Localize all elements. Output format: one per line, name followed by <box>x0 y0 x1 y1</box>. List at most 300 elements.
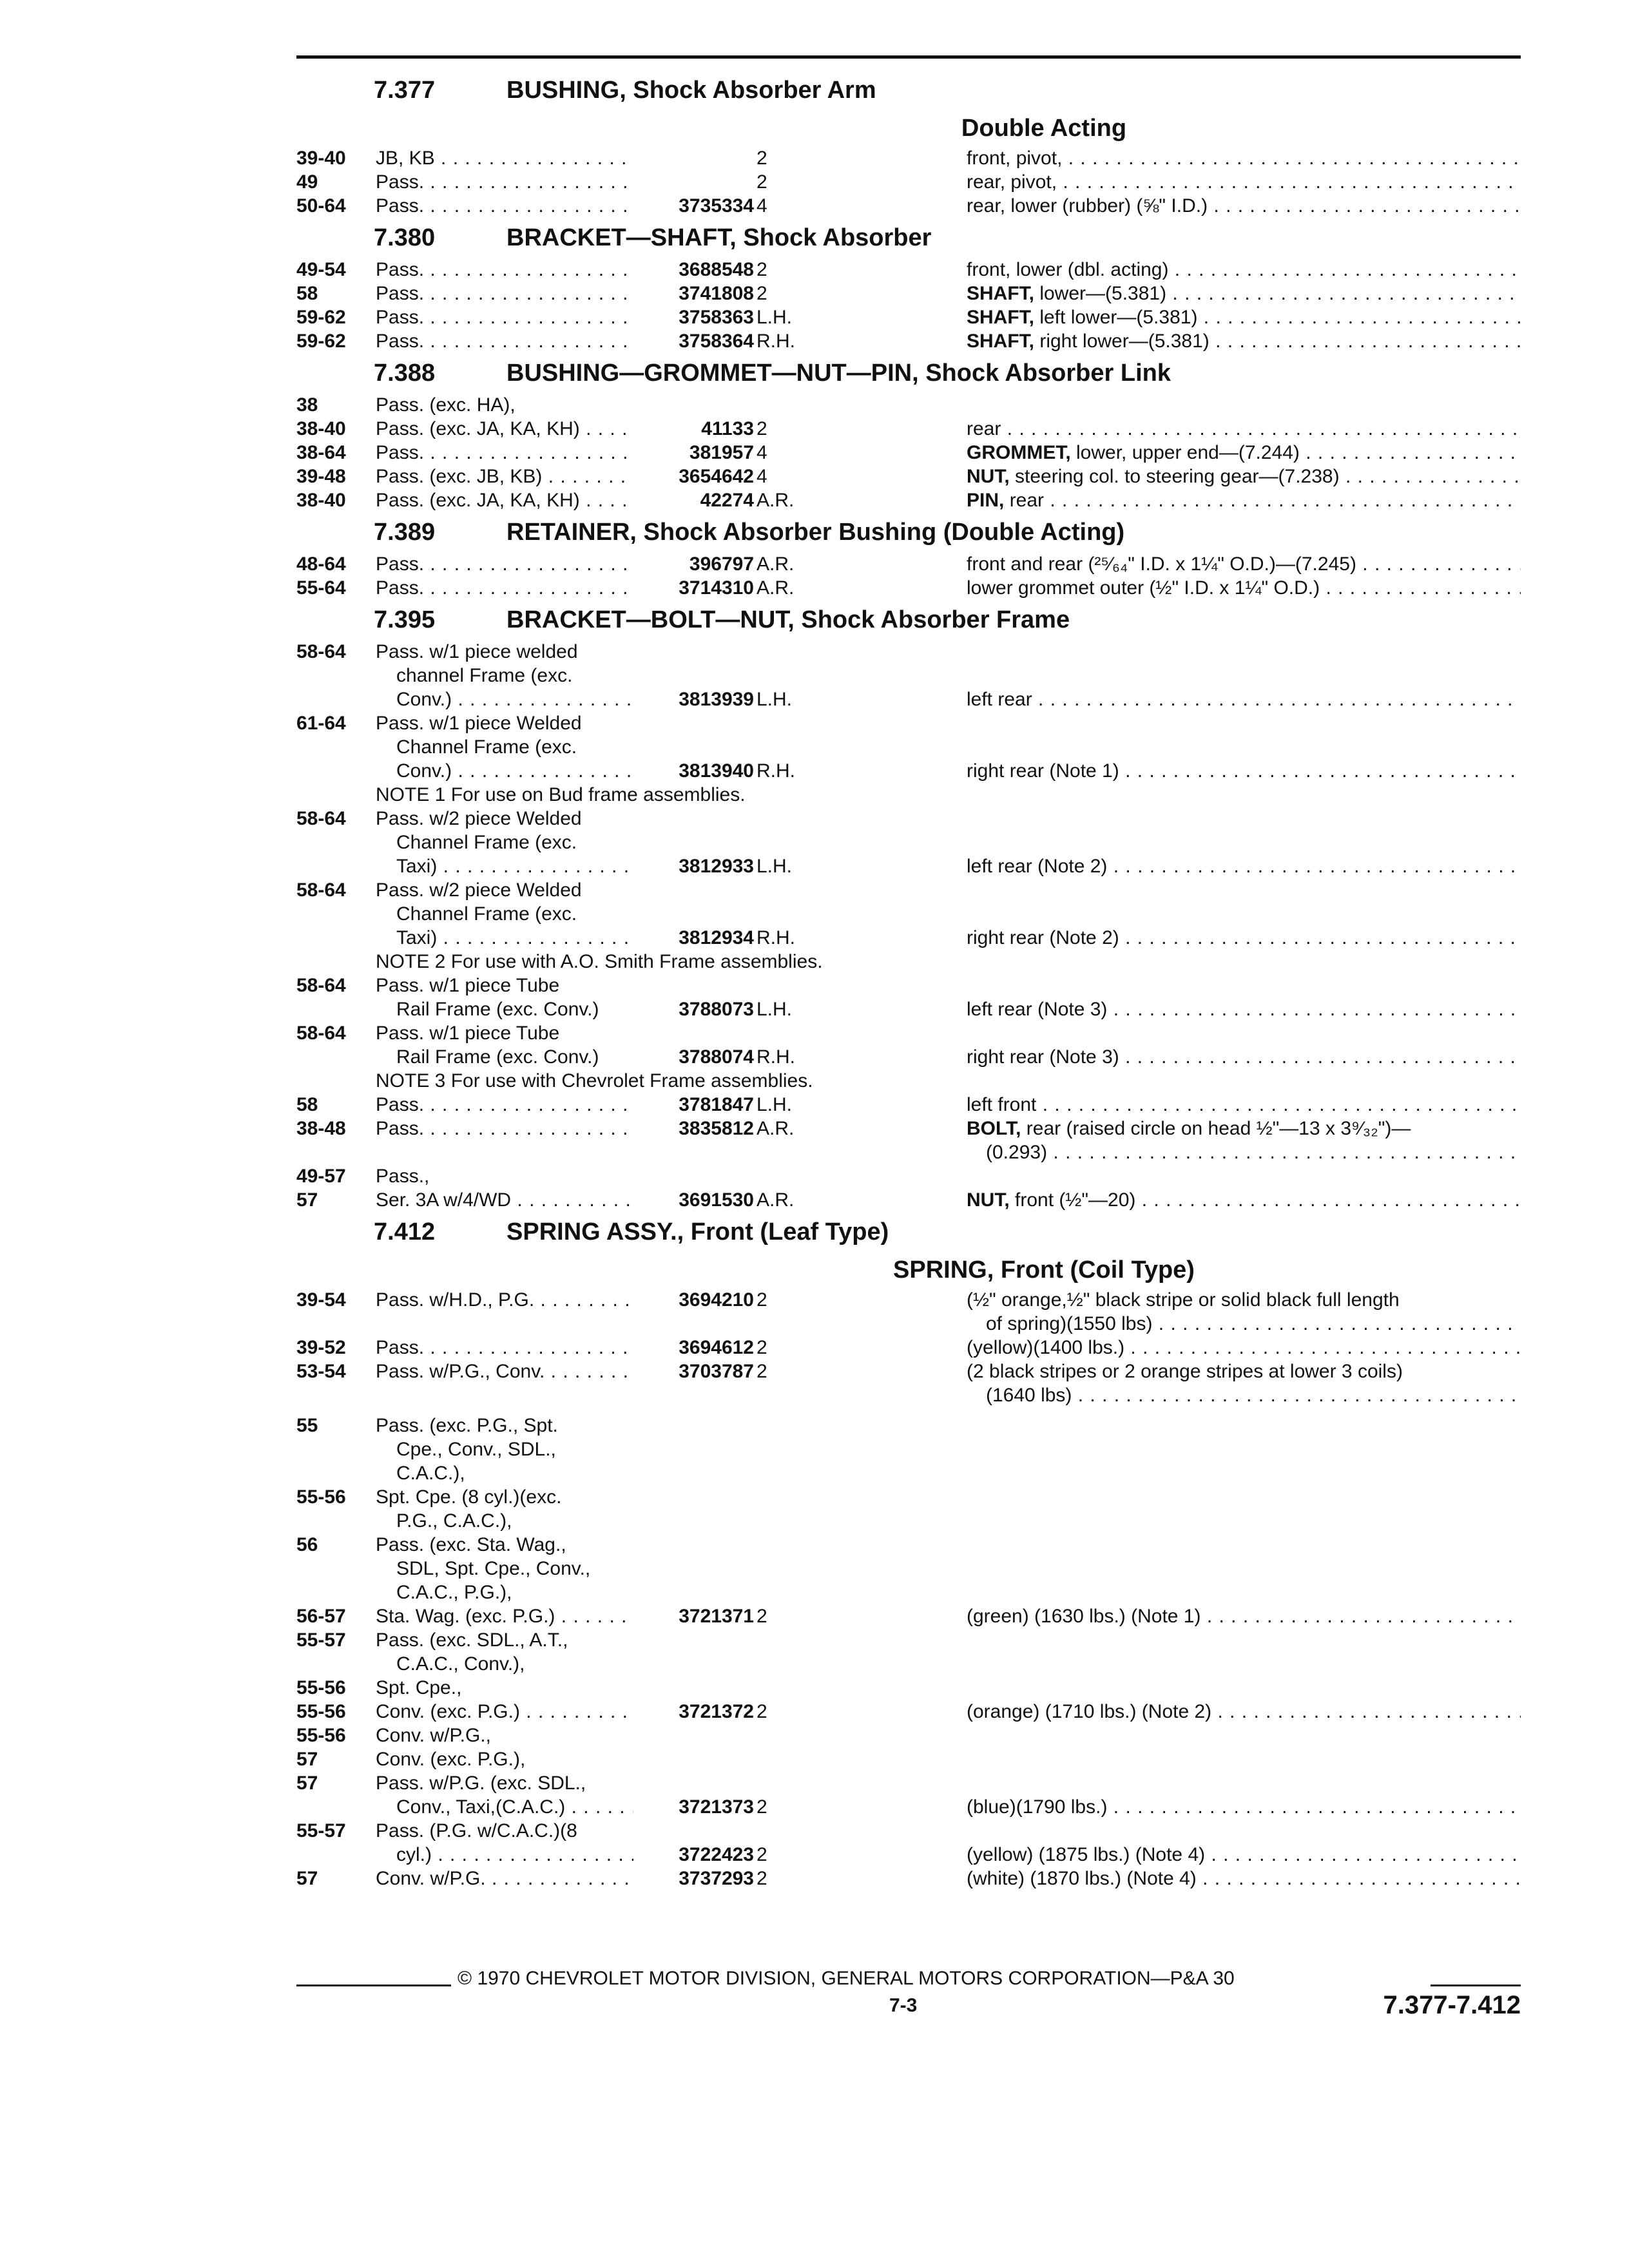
part-row <box>296 170 1521 194</box>
note-text: NOTE 3 For use with Chevrolet Frame assemblies. <box>376 1070 813 1091</box>
application: Pass. (P.G. w/C.A.C.)(8 <box>376 1820 577 1841</box>
part-row <box>296 735 1521 759</box>
part-number: 3722423 <box>679 1844 754 1865</box>
description-text: left front <box>967 1094 1037 1115</box>
description-keyword: NUT, <box>967 1189 1010 1211</box>
section-number: 7.380 <box>374 224 436 251</box>
description-text: rear, pivot, <box>967 171 1057 193</box>
description-text: front (½"—20) <box>1009 1189 1136 1211</box>
part-row <box>296 1771 1521 1795</box>
part-row <box>296 552 1521 576</box>
part-number: 396797 <box>689 553 754 575</box>
model-years: 48-64 <box>296 553 346 575</box>
description <box>967 687 1521 711</box>
description <box>967 305 1521 329</box>
quantity: R.H. <box>757 1046 795 1068</box>
application: Cpe., Conv., SDL., <box>396 1439 556 1460</box>
note-row <box>296 1069 1521 1093</box>
part-row <box>296 1724 1521 1747</box>
application: Pass. . . . <box>376 1093 633 1117</box>
part-row <box>296 1312 1521 1336</box>
quantity: L.H. <box>757 307 793 328</box>
application: Sta. Wag. (exc. P.G.) . . . <box>376 1604 633 1628</box>
section-subtitle: Double Acting <box>961 115 1127 142</box>
application: channel Frame (exc. <box>396 665 573 686</box>
part-number: 3694210 <box>679 1289 754 1311</box>
description-text: left rear <box>967 689 1032 710</box>
quantity: 2 <box>757 1844 767 1865</box>
application: Conv., Taxi,(C.A.C.) . . . <box>396 1795 633 1819</box>
model-years: 58-64 <box>296 1023 346 1044</box>
description-keyword: PIN, <box>967 490 1005 511</box>
description-text: (white) (1870 lbs.) (Note 4) <box>967 1868 1197 1889</box>
part-number: 3812933 <box>679 856 754 877</box>
application: cyl.) . . . <box>396 1843 633 1867</box>
part-number: 42274 <box>700 490 754 511</box>
part-row <box>296 1414 1521 1437</box>
description-text: lower, upper end—(7.244) <box>1070 442 1300 463</box>
description-text: front, lower (dbl. acting) <box>967 259 1169 280</box>
application: P.G., C.A.C.), <box>396 1510 512 1532</box>
part-number: 3688548 <box>679 259 754 280</box>
quantity: R.H. <box>757 331 795 352</box>
quantity: L.H. <box>757 856 793 877</box>
section-number: 7.388 <box>374 360 436 387</box>
description-text: (blue)(1790 lbs.) <box>967 1796 1108 1818</box>
part-row <box>296 1509 1521 1533</box>
application: Pass. (exc. JA, KA, KH) . . . <box>376 417 633 441</box>
application: Pass. . . . <box>376 258 633 282</box>
application: Pass. w/2 piece Welded <box>376 808 582 829</box>
top-rule <box>296 55 1521 59</box>
part-number: 3737293 <box>679 1868 754 1889</box>
part-row <box>296 1288 1521 1312</box>
section-heading: BRACKET—SHAFT, Shock Absorber <box>506 224 932 251</box>
application: C.A.C., P.G.), <box>396 1582 512 1603</box>
quantity: 2 <box>757 1361 767 1382</box>
part-row <box>296 711 1521 735</box>
part-row <box>296 465 1521 488</box>
quantity: L.H. <box>757 689 793 710</box>
description-text: (yellow)(1400 lbs.) <box>967 1337 1125 1358</box>
model-years: 38-48 <box>296 1118 346 1139</box>
model-years: 57 <box>296 1749 318 1770</box>
description <box>967 854 1521 878</box>
section-heading: SPRING ASSY., Front (Leaf Type) <box>506 1218 889 1245</box>
description <box>967 441 1521 465</box>
application: C.A.C., Conv.), <box>396 1653 525 1675</box>
application: SDL, Spt. Cpe., Conv., <box>396 1558 591 1579</box>
quantity: A.R. <box>757 577 795 599</box>
model-years: 55-57 <box>296 1820 346 1841</box>
application: Pass., <box>376 1166 430 1187</box>
part-row <box>296 258 1521 282</box>
description-text: steering col. to steering gear—(7.238) <box>1009 466 1340 487</box>
part-row <box>296 664 1521 687</box>
application: Pass. . . . <box>376 441 633 465</box>
section-title <box>296 512 1521 552</box>
section-heading: BUSHING—GROMMET—NUT—PIN, Shock Absorber Link <box>506 360 1171 387</box>
application: Pass. w/H.D., P.G. . . . <box>376 1288 633 1312</box>
section-title <box>296 353 1521 393</box>
section-heading: RETAINER, Shock Absorber Bushing (Double Acting) <box>506 519 1125 546</box>
model-years: 39-40 <box>296 148 346 169</box>
part-row <box>296 1461 1521 1485</box>
model-years: 50-64 <box>296 195 346 216</box>
note-text: NOTE 2 For use with A.O. Smith Frame assemblies. <box>376 951 823 972</box>
application: Conv.) . . . <box>396 687 633 711</box>
model-years: 39-48 <box>296 466 346 487</box>
part-number: 3835812 <box>679 1118 754 1139</box>
application: Pass. (exc. Sta. Wag., <box>376 1534 566 1555</box>
part-number: 3703787 <box>679 1361 754 1382</box>
copyright-text: © 1970 CHEVROLET MOTOR DIVISION, GENERAL MOTORS CORPORATION—P&A 30 <box>458 1968 1235 1989</box>
application: Conv.) . . . <box>396 759 633 783</box>
application: Pass. w/P.G., Conv. . . . <box>376 1360 633 1383</box>
description <box>967 1360 1521 1383</box>
part-number: 3735334 <box>679 195 754 216</box>
part-row <box>296 1604 1521 1628</box>
quantity: 2 <box>757 283 767 304</box>
part-number: 3812934 <box>679 927 754 948</box>
description <box>967 329 1521 353</box>
part-row <box>296 1819 1521 1843</box>
part-row <box>296 807 1521 831</box>
part-row <box>296 1843 1521 1867</box>
application: Conv. w/P.G. . . . <box>376 1867 633 1890</box>
part-number: 3758363 <box>679 307 754 328</box>
model-years: 58-64 <box>296 879 346 901</box>
description-text: lower grommet outer (½" I.D. x 1¼" O.D.) <box>967 577 1320 599</box>
application: Taxi) . . . <box>396 926 633 950</box>
footer-rule-left <box>296 1984 451 1986</box>
application: Taxi) . . . <box>396 854 633 878</box>
section-range: 7.377-7.412 <box>1383 1991 1521 2019</box>
application: Pass. w/1 piece Tube <box>376 975 560 996</box>
quantity: A.R. <box>757 1118 795 1139</box>
quantity: 4 <box>757 195 767 216</box>
description-keyword: BOLT, <box>967 1118 1021 1139</box>
description-text: left lower—(5.381) <box>1034 307 1198 328</box>
description <box>986 1312 1521 1336</box>
application: Pass. . . . <box>376 576 633 600</box>
part-row <box>296 146 1521 170</box>
description <box>967 1288 1521 1312</box>
part-number: 3654642 <box>679 466 754 487</box>
part-number: 3781847 <box>679 1094 754 1115</box>
description <box>986 1383 1521 1407</box>
description-keyword: SHAFT, <box>967 331 1034 352</box>
section-number: 7.389 <box>374 519 436 546</box>
application: Pass. . . . <box>376 552 633 576</box>
section-title <box>296 1212 1521 1252</box>
part-row <box>296 831 1521 854</box>
description-text: front, pivot, <box>967 148 1063 169</box>
part-number: 3694612 <box>679 1337 754 1358</box>
part-row <box>296 1437 1521 1461</box>
description-text: right rear (Note 2) <box>967 927 1119 948</box>
part-row <box>296 854 1521 878</box>
part-row <box>296 329 1521 353</box>
part-row <box>296 1188 1521 1212</box>
model-years: 49-57 <box>296 1166 346 1187</box>
model-years: 56-57 <box>296 1606 346 1627</box>
quantity: 2 <box>757 171 767 193</box>
part-row <box>296 194 1521 218</box>
description-text: (green) (1630 lbs.) (Note 1) <box>967 1606 1201 1627</box>
part-row <box>296 1581 1521 1604</box>
description-text: left rear (Note 2) <box>967 856 1108 877</box>
model-years: 49-54 <box>296 259 346 280</box>
quantity: 2 <box>757 148 767 169</box>
description <box>967 1795 1521 1819</box>
part-row <box>296 974 1521 997</box>
model-years: 56 <box>296 1534 318 1555</box>
part-row <box>296 1021 1521 1045</box>
application: Pass. w/1 piece Welded <box>376 713 582 734</box>
description <box>967 1867 1521 1890</box>
description-text: rear <box>1004 490 1045 511</box>
application: C.A.C.), <box>396 1463 465 1484</box>
application: Pass. w/1 piece Tube <box>376 1023 560 1044</box>
part-number: 3721372 <box>679 1701 754 1722</box>
quantity: 2 <box>757 418 767 439</box>
application: Pass. (exc. HA), <box>376 394 516 416</box>
description <box>986 1140 1521 1164</box>
application: Pass. (exc. P.G., Spt. <box>376 1415 558 1436</box>
part-number: 3788074 <box>679 1046 754 1068</box>
model-years: 55-57 <box>296 1629 346 1651</box>
part-row <box>296 1117 1521 1140</box>
page-number: 7-3 <box>889 1995 918 2016</box>
model-years: 55 <box>296 1415 318 1436</box>
section-number: 7.377 <box>374 77 436 104</box>
description <box>967 465 1521 488</box>
section-title <box>296 218 1521 258</box>
part-row <box>296 1093 1521 1117</box>
description-text: (1640 lbs) <box>986 1385 1072 1406</box>
application: Pass. . . . <box>376 1336 633 1360</box>
catalog-page <box>296 55 1521 1890</box>
quantity: 2 <box>757 1868 767 1889</box>
part-number: 381957 <box>689 442 754 463</box>
application: Pass. . . . <box>376 170 633 194</box>
application: Channel Frame (exc. <box>396 736 577 758</box>
model-years: 58-64 <box>296 975 346 996</box>
description <box>967 1045 1521 1069</box>
part-number: 3721371 <box>679 1606 754 1627</box>
description-text: (yellow) (1875 lbs.) (Note 4) <box>967 1844 1206 1865</box>
description-text: of spring)(1550 lbs) <box>986 1313 1153 1334</box>
application: Rail Frame (exc. Conv.) <box>396 999 599 1020</box>
model-years: 59-62 <box>296 331 346 352</box>
description <box>967 1700 1521 1724</box>
quantity: 4 <box>757 442 767 463</box>
application: Pass. (exc. JB, KB) . . . <box>376 465 633 488</box>
model-years: 38-40 <box>296 418 346 439</box>
application: Conv. (exc. P.G.) . . . <box>376 1700 633 1724</box>
part-number: 3813940 <box>679 760 754 782</box>
description-text: rear, lower (rubber) (⅝" I.D.) <box>967 195 1208 216</box>
application: Pass. (exc. JA, KA, KH) . . . <box>376 488 633 512</box>
application: Conv. (exc. P.G.), <box>376 1749 526 1770</box>
part-number: 41133 <box>701 418 754 439</box>
application: Rail Frame (exc. Conv.) <box>396 1046 599 1068</box>
section-title <box>296 600 1521 640</box>
part-row <box>296 576 1521 600</box>
description-text: (½" orange,½" black stripe or solid black full length <box>967 1289 1400 1311</box>
description <box>967 1188 1521 1212</box>
application: Pass. . . . <box>376 1117 633 1140</box>
model-years: 55-64 <box>296 577 346 599</box>
description <box>967 194 1521 218</box>
application: Pass. . . . <box>376 282 633 305</box>
part-row <box>296 640 1521 664</box>
description-keyword: SHAFT, <box>967 283 1034 304</box>
part-row <box>296 1164 1521 1188</box>
model-years: 57 <box>296 1189 318 1211</box>
part-row <box>296 1795 1521 1819</box>
note-row <box>296 950 1521 974</box>
application: Pass. (exc. SDL., A.T., <box>376 1629 568 1651</box>
application: Pass. . . . <box>376 194 633 218</box>
quantity: 4 <box>757 466 767 487</box>
part-row <box>296 1557 1521 1581</box>
quantity: 2 <box>757 1289 767 1311</box>
model-years: 38-40 <box>296 490 346 511</box>
section-number: 7.395 <box>374 606 436 633</box>
description-keyword: GROMMET, <box>967 442 1071 463</box>
quantity: A.R. <box>757 1189 795 1211</box>
application: Channel Frame (exc. <box>396 903 577 925</box>
part-row <box>296 1628 1521 1652</box>
description <box>967 488 1521 512</box>
description-keyword: SHAFT, <box>967 307 1034 328</box>
part-row <box>296 1383 1521 1407</box>
description-text: front and rear (²⁵⁄₆₄" I.D. x 1¼" O.D.)—(7.245) <box>967 553 1356 575</box>
description <box>967 576 1521 600</box>
note-text: NOTE 1 For use on Bud frame assemblies. <box>376 784 746 805</box>
application: Channel Frame (exc. <box>396 832 577 853</box>
quantity: A.R. <box>757 553 795 575</box>
model-years: 55-56 <box>296 1701 346 1722</box>
description-text: right rear (Note 3) <box>967 1046 1119 1068</box>
model-years: 55-56 <box>296 1725 346 1746</box>
model-years: 53-54 <box>296 1361 346 1382</box>
section-subtitle: SPRING, Front (Coil Type) <box>893 1256 1195 1283</box>
row-spacer <box>296 1407 1521 1414</box>
description-text: left rear (Note 3) <box>967 999 1108 1020</box>
quantity: 2 <box>757 1337 767 1358</box>
model-years: 58-64 <box>296 808 346 829</box>
model-years: 57 <box>296 1773 318 1794</box>
section-title <box>296 70 1521 110</box>
model-years: 38-64 <box>296 442 346 463</box>
description-text: rear (raised circle on head ½"—13 x 3⁹⁄₃₂")— <box>1021 1118 1411 1139</box>
quantity: 2 <box>757 259 767 280</box>
part-number: 3721373 <box>679 1796 754 1818</box>
section-number: 7.412 <box>374 1218 436 1245</box>
description <box>967 1843 1521 1867</box>
description <box>967 997 1521 1021</box>
description-text: (orange) (1710 lbs.) (Note 2) <box>967 1701 1212 1722</box>
model-years: 55-56 <box>296 1677 346 1698</box>
description <box>967 926 1521 950</box>
application: Pass. w/P.G. (exc. SDL., <box>376 1773 586 1794</box>
description <box>967 146 1521 170</box>
description <box>967 1093 1521 1117</box>
part-number: 3758364 <box>679 331 754 352</box>
model-years: 58 <box>296 1094 318 1115</box>
part-row <box>296 1867 1521 1890</box>
part-row <box>296 997 1521 1021</box>
quantity: 2 <box>757 1606 767 1627</box>
quantity: A.R. <box>757 490 795 511</box>
model-years: 59-62 <box>296 307 346 328</box>
quantity: 2 <box>757 1796 767 1818</box>
description <box>967 759 1521 783</box>
quantity: L.H. <box>757 1094 793 1115</box>
model-years: 38 <box>296 394 318 416</box>
quantity: R.H. <box>757 927 795 948</box>
description <box>967 1117 1521 1140</box>
application: Spt. Cpe. (8 cyl.)(exc. <box>376 1486 562 1508</box>
description <box>967 1604 1521 1628</box>
application: Spt. Cpe., <box>376 1677 462 1698</box>
model-years: 58-64 <box>296 641 346 662</box>
description <box>967 258 1521 282</box>
part-number: 3741808 <box>679 283 754 304</box>
model-years: 39-54 <box>296 1289 346 1311</box>
model-years: 55-56 <box>296 1486 346 1508</box>
part-row <box>296 417 1521 441</box>
part-row <box>296 305 1521 329</box>
section-heading: BUSHING, Shock Absorber Arm <box>506 77 876 104</box>
part-row <box>296 759 1521 783</box>
quantity: R.H. <box>757 760 795 782</box>
application: Pass. w/1 piece welded <box>376 641 578 662</box>
description <box>967 282 1521 305</box>
part-number: 3714310 <box>679 577 754 599</box>
part-row <box>296 1360 1521 1383</box>
part-row <box>296 1336 1521 1360</box>
application: Pass. . . . <box>376 305 633 329</box>
description-text: (0.293) <box>986 1142 1048 1163</box>
description-keyword: NUT, <box>967 466 1010 487</box>
part-number: 3813939 <box>679 689 754 710</box>
model-years: 61-64 <box>296 713 346 734</box>
part-row <box>296 1533 1521 1557</box>
part-row <box>296 441 1521 465</box>
part-row <box>296 1700 1521 1724</box>
quantity: 2 <box>757 1701 767 1722</box>
part-row <box>296 902 1521 926</box>
part-row <box>296 926 1521 950</box>
model-years: 58 <box>296 283 318 304</box>
model-years: 57 <box>296 1868 318 1889</box>
description-text: right lower—(5.381) <box>1034 331 1210 352</box>
part-row <box>296 1140 1521 1164</box>
part-row <box>296 1652 1521 1676</box>
part-row <box>296 1485 1521 1509</box>
footer-rule-right <box>1431 1984 1521 1986</box>
part-row <box>296 282 1521 305</box>
description-text: right rear (Note 1) <box>967 760 1119 782</box>
description-text: rear <box>967 418 1001 439</box>
part-row <box>296 488 1521 512</box>
application: Pass. w/2 piece Welded <box>376 879 582 901</box>
part-row <box>296 1747 1521 1771</box>
